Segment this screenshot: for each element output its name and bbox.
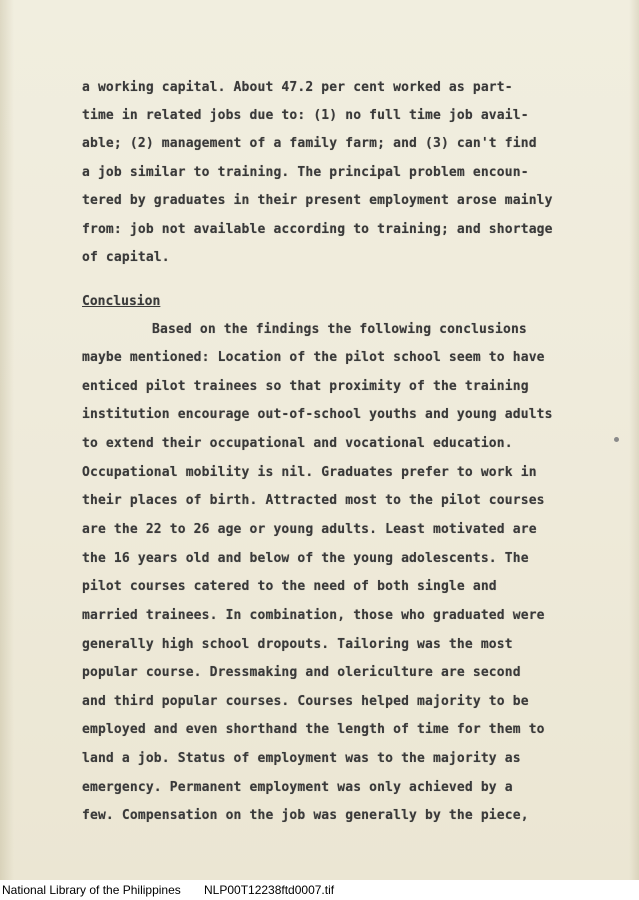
paragraph-1-line-7: of capital.	[82, 250, 170, 265]
paragraph-1-line-1: a working capital. About 47.2 per cent worked as part-	[82, 80, 513, 95]
paragraph-2-line-2: maybe mentioned: Location of the pilot school seem to have	[82, 350, 545, 365]
paragraph-1-line-4: a job similar to training. The principal problem encoun-	[82, 165, 529, 180]
paragraph-2-line-5: to extend their occupational and vocational education.	[82, 436, 513, 451]
paragraph-2-line-16: land a job. Status of employment was to the majority as	[82, 751, 521, 766]
paragraph-1-line-2: time in related jobs due to: (1) no full time job avail-	[82, 108, 529, 123]
paragraph-2-line-18: few. Compensation on the job was generally by the piece,	[82, 808, 529, 823]
paragraph-2-line-9: the 16 years old and below of the young adolescents. The	[82, 551, 529, 566]
paragraph-2-line-17: emergency. Permanent employment was only achieved by a	[82, 780, 513, 795]
paragraph-2-line-14: and third popular courses. Courses helped majority to be	[82, 694, 529, 709]
footer-filename: NLP00T12238ftd0007.tif	[204, 883, 335, 897]
paragraph-2-line-11: married trainees. In combination, those who graduated were	[82, 608, 545, 623]
footer-library-name: National Library of the Philippines	[2, 883, 181, 897]
footer-bar	[0, 880, 639, 900]
paragraph-2-line-1: Based on the findings the following conclusions	[152, 322, 527, 337]
section-heading: Conclusion	[82, 294, 161, 309]
paragraph-2-line-6: Occupational mobility is nil. Graduates prefer to work in	[82, 465, 537, 480]
paragraph-2-line-7: their places of birth. Attracted most to the pilot courses	[82, 493, 545, 508]
paragraph-1-line-5: tered by graduates in their present employment arose mainly	[82, 193, 553, 208]
paragraph-1-line-3: able; (2) management of a family farm; and (3) can't find	[82, 136, 537, 151]
paragraph-2-line-12: generally high school dropouts. Tailoring was the most	[82, 637, 513, 652]
paragraph-2-line-10: pilot courses catered to the need of both single and	[82, 579, 497, 594]
paragraph-2-line-4: institution encourage out-of-school youths and young adults	[82, 407, 553, 422]
paragraph-2-line-8: are the 22 to 26 age or young adults. Least motivated are	[82, 522, 537, 537]
paragraph-2-line-3: enticed pilot trainees so that proximity of the training	[82, 379, 529, 394]
paragraph-2-line-13: popular course. Dressmaking and olericulture are second	[82, 665, 521, 680]
ink-mark	[614, 437, 619, 442]
paragraph-2-line-15: employed and even shorthand the length of time for them to	[82, 722, 545, 737]
paragraph-1-line-6: from: job not available according to training; and shortage	[82, 222, 553, 237]
